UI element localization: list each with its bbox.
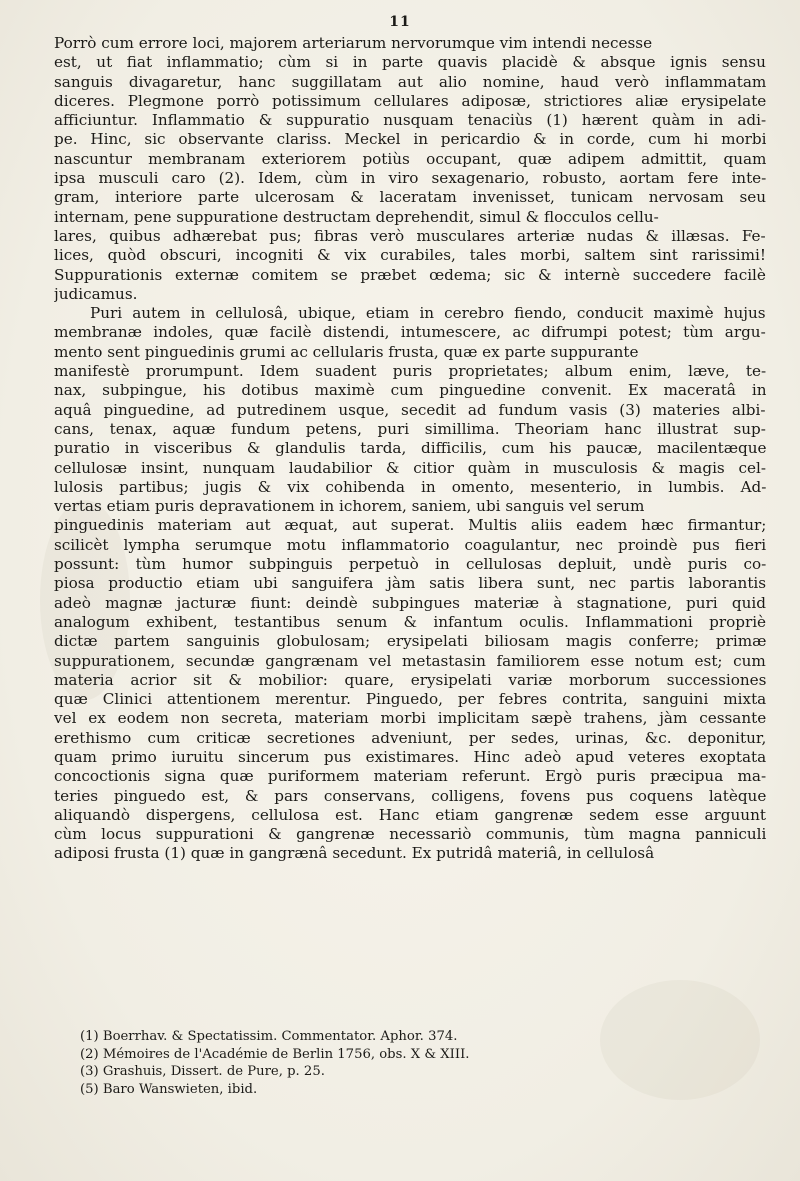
footnote: (1) Boerrhav. & Spectatissim. Commentator. Aphor. 374.: [80, 1029, 458, 1044]
text-line: aquâ pinguedine, ad putredinem usque, secedit ad fundum vasis (3) materies albi-: [54, 400, 766, 419]
text-line: judicamus.: [54, 284, 138, 303]
text-line: quam primo iuruitu sincerum pus existimares. Hinc adeò apud veteres exoptata: [54, 747, 766, 766]
text-line: Puri autem in cellulosâ, ubique, etiam in cerebro fiendo, conducit maximè hujus: [90, 304, 766, 323]
text-line: suppurationem, secundæ gangrænam vel metastasin familiorem esse notum est; cum: [54, 651, 766, 670]
text-line: concoctionis signa quæ puriformem materiam referunt. Ergò puris præcipua ma-: [54, 767, 766, 786]
text-line: puratio in visceribus & glandulis tarda, difficilis, cum his paucæ, macilentæque: [54, 439, 766, 458]
text-line: aliquandò dispergens, cellulosa est. Hanc etiam gangrenæ sedem esse arguunt: [54, 805, 766, 824]
text-line: pe. Hinc, sic observante clariss. Meckel in pericardio & in corde, cum hi morbi: [54, 130, 766, 149]
footnotes: [80, 1028, 760, 1098]
paragraph: [54, 34, 766, 304]
text-line: scilicèt lympha serumque motu inflammatorio coagulantur, nec proindè pus fieri: [54, 535, 766, 554]
text-line: vertas etiam puris depravationem in ichorem, saniem, ubi sanguis vel serum: [54, 497, 645, 516]
text-line: manifestè prorumpunt. Idem suadent puris proprietates; album enim, læve, te-: [54, 362, 766, 381]
text-line: erethismo cum criticæ secretiones adveniunt, per sedes, urinas, &c. deponitur,: [54, 728, 766, 747]
text-line: gram, interiore parte ulcerosam & laceratam invenisset, tunicam nervosam seu: [54, 188, 766, 207]
text-line: analogum exhibent, testantibus senum & infantum oculis. Inflammationi propriè: [54, 612, 766, 631]
main-text: [54, 34, 766, 864]
paragraph: [54, 304, 766, 864]
text-line: possunt: tùm humor subpinguis perpetuò in cellulosas depluit, undè puris co-: [54, 555, 766, 574]
text-line: Porrò cum errore loci, majorem arteriarum nervorumque vim intendi necesse: [54, 34, 653, 52]
text-line: internam, pene suppuratione destructam deprehendit, simul & flocculos cellu-: [54, 207, 659, 226]
text-line: est, ut fiat inflammatio; cùm si in parte quavis placidè & absque ignis sensu: [54, 53, 766, 72]
page-number: 11: [389, 14, 411, 30]
text-line: mento sent pinguedinis grumi ac cellularis frusta, quæ ex parte suppurante: [54, 342, 639, 361]
text-line: ipsa musculi caro (2). Idem, cùm in viro sexagenario, robusto, aortam fere inte-: [54, 169, 766, 188]
text-line: afficiuntur. Inflammatio & suppuratio nusquam tenaciùs (1) hærent quàm in adi-: [54, 111, 766, 130]
text-line: lices, quòd obscuri, incogniti & vix curabiles, tales morbi, saltem sint rarissimi!: [54, 246, 766, 265]
text-line: vel ex eodem non secreta, materiam morbi implicitam sæpè trahens, jàm cessante: [54, 709, 766, 728]
text-line: diceres. Plegmone porrò potissimum cellulares adiposæ, strictiores aliæ erysipelate: [54, 91, 766, 110]
text-line: nascuntur membranam exteriorem potiùs occupant, quæ adipem admittit, quam: [54, 149, 766, 168]
text-line: cellulosæ insint, nunquam laudabilior & citior quàm in musculosis & magis cel-: [54, 458, 766, 477]
footnote: (3) Grashuis, Dissert. de Pure, p. 25.: [80, 1064, 325, 1079]
text-line: quæ Clinici attentionem merentur. Pinguedo, per febres contrita, sanguini mixta: [54, 690, 766, 709]
text-line: sanguis divagaretur, hanc suggillatam aut alio nomine, haud verò inflammatam: [54, 72, 766, 91]
text-line: cans, tenax, aquæ fundum petens, puri simillima. Theoriam hanc illustrat sup-: [54, 419, 766, 438]
footnote: (2) Mémoires de l'Académie de Berlin 1756, obs. X & XIII.: [80, 1046, 470, 1062]
text-line: piosa productio etiam ubi sanguifera jàm satis libera sunt, nec partis laborantis: [54, 574, 766, 593]
footnote: (5) Baro Wanswieten, ibid.: [80, 1081, 258, 1097]
text-line: lares, quibus adhærebat pus; fibras verò musculares arteriæ nudas & illæsas. Fe-: [54, 226, 766, 245]
text-line: adeò magnæ jacturæ fiunt: deindè subpingues materiæ à stagnatione, puri quid: [54, 593, 766, 612]
text-line: dictæ partem sanguinis globulosam; erysipelati biliosam magis conferre; primæ: [54, 632, 766, 651]
text-line: Suppurationis externæ comitem se præbet œdema; sic & internè succedere facilè: [54, 265, 766, 284]
text-line: adiposi frusta (1) quæ in gangrænâ secedunt. Ex putridâ materiâ, in cellulosâ: [54, 844, 655, 863]
text-line: lulosis partibus; jugis & vix cohibenda in omento, mesenterio, in lumbis. Ad-: [54, 477, 766, 496]
text-line: pinguedinis materiam aut æquat, aut superat. Multis aliis eadem hæc firmantur;: [54, 516, 766, 535]
text-line: membranæ indoles, quæ facilè distendi, intumescere, ac difrumpi potest; tùm argu-: [54, 323, 766, 342]
text-line: teries pinguedo est, & pars conservans, colligens, fovens pus coquens latèque: [54, 786, 766, 805]
text-line: materia acrior sit & mobilior: quare, erysipelati variæ morborum successiones: [54, 670, 766, 689]
text-line: nax, subpingue, his dotibus maximè cum pinguedine convenit. Ex maceratâ in: [54, 381, 766, 400]
text-line: cùm locus suppurationi & gangrenæ necessariò communis, tùm magna panniculi: [54, 825, 766, 844]
